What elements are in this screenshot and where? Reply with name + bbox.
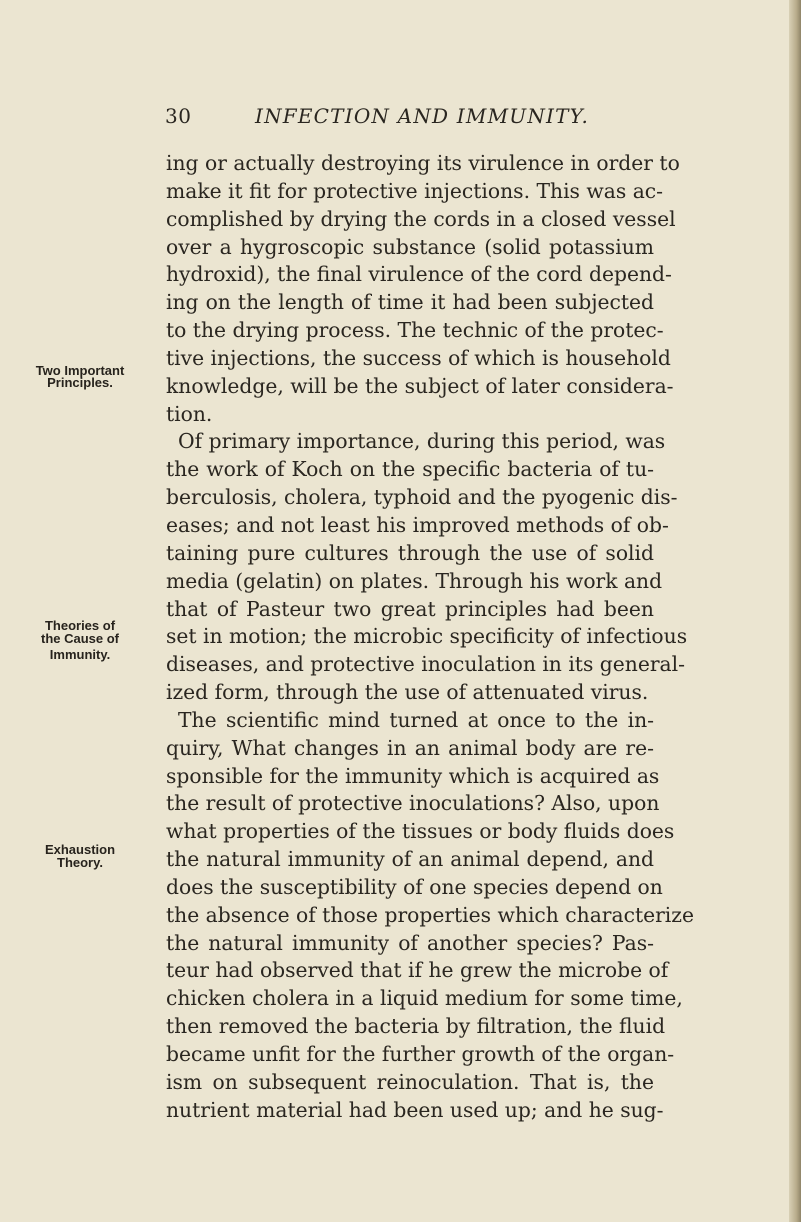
running-title: INFECTION AND IMMUNITY. (255, 104, 590, 128)
text-line: ing on the length of time it had been subjected (166, 290, 654, 315)
text-line: the absence of those properties which characterize (166, 902, 694, 927)
text-line: chicken cholera in a liquid medium for some time, (166, 986, 683, 1011)
text-line: taining pure cultures through the use of solid (166, 540, 654, 565)
text-line: over a hygroscopic substance (solid potassium (166, 234, 654, 259)
text-line: the work of Koch on the specific bacteria of tu- (166, 457, 654, 482)
text-line: make it fit for protective injections. This was ac- (166, 178, 664, 203)
text-line: The scientific mind turned at once to the in- (178, 707, 654, 732)
text-line: diseases, and protective inoculation in its general- (166, 652, 685, 677)
text-line: the result of protective inoculations? Also, upon (166, 791, 660, 816)
text-line: media (gelatin) on plates. Through his work and (166, 568, 663, 593)
sidenote-line: the Cause of (40, 631, 119, 646)
text-line: the natural immunity of another species? Pas- (166, 930, 654, 955)
text-line: eases; and not least his improved methods of ob- (166, 512, 669, 537)
body-text (166, 150, 694, 1125)
sidenote-two-important-principles (10, 364, 150, 389)
text-line: ized form, through the use of attenuated virus. (166, 680, 649, 705)
text-line: the natural immunity of an animal depend, and (166, 847, 654, 872)
sidenote-line: Immunity. (49, 647, 111, 662)
page-header (0, 104, 801, 134)
text-line: to the drying process. The technic of the protec- (166, 318, 664, 343)
sidenote-line: Principles. (47, 375, 113, 390)
text-line: nutrient material had been used up; and he sug- (166, 1097, 664, 1122)
text-line: what properties of the tissues or body fluids does (166, 819, 675, 844)
sidenote-exhaustion-theory (10, 843, 150, 869)
sidenote-line: Two Important (35, 363, 125, 378)
text-line: tive injections, the success of which is household (166, 345, 671, 370)
text-line: Of primary importance, during this period, was (178, 429, 666, 454)
sidenote-theories-of-immunity (10, 619, 150, 661)
page-edge-shadow (789, 0, 801, 1222)
sidenote-line: Theory. (57, 855, 103, 870)
text-line: became unfit for the further growth of the organ- (166, 1042, 675, 1066)
text-line: ing or actually destroying its virulence in order to (166, 151, 680, 175)
page-number: 30 (165, 104, 192, 128)
sidenote-line: Theories of (44, 618, 116, 633)
text-line: complished by drying the cords in a closed vessel (166, 206, 676, 231)
text-line: knowledge, will be the subject of later considera- (166, 373, 674, 398)
text-line: sponsible for the immunity which is acquired as (166, 763, 660, 788)
text-line: does the susceptibility of one species depend on (166, 874, 663, 899)
text-line: set in motion; the microbic specificity of infectious (166, 624, 688, 649)
text-line: quiry, What changes in an animal body are re- (166, 735, 654, 760)
text-line: then removed the bacteria by filtration, the fluid (166, 1014, 666, 1039)
sidenote-line: Exhaustion (44, 842, 116, 857)
text-line: ism on subsequent reinoculation. That is, the (166, 1069, 654, 1094)
text-line: berculosis, cholera, typhoid and the pyogenic dis- (166, 485, 678, 510)
text-line: hydroxid), the final virulence of the cord depend- (166, 262, 672, 287)
text-line: teur had observed that if he grew the microbe of (166, 958, 669, 983)
text-line: tion. (166, 401, 213, 426)
text-line: that of Pasteur two great principles had been (166, 596, 654, 621)
